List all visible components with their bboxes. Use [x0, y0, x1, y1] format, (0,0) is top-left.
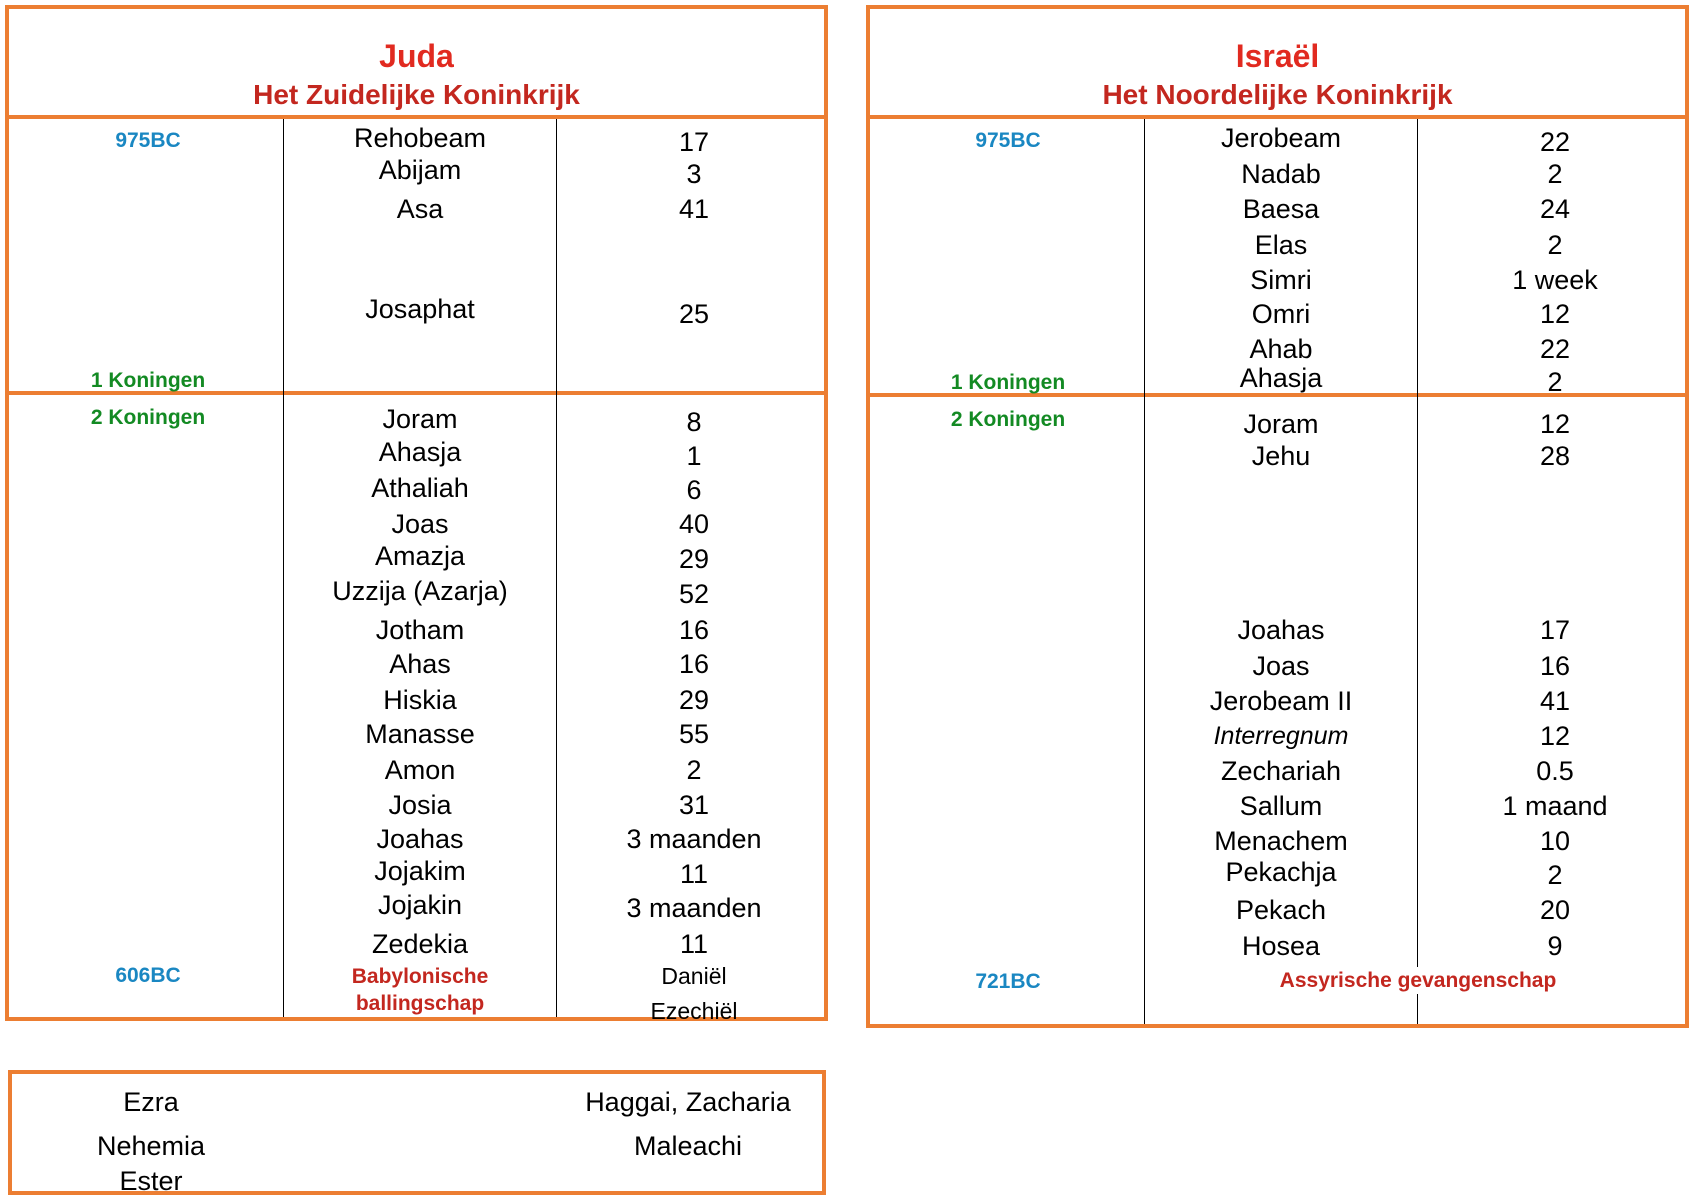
israel-king-name: Pekach: [1235, 895, 1327, 925]
israel-king-name: Joas: [1252, 651, 1310, 681]
israel-king-name: Jerobeam II: [1209, 686, 1353, 716]
israel-king-name: Jehu: [1251, 441, 1311, 471]
juda-king-name: Josia: [388, 790, 452, 820]
israel-king-name: Simri: [1250, 265, 1312, 295]
israel-king-name: Jerobeam: [1220, 123, 1342, 153]
israel-reign-years: 22: [1539, 127, 1571, 157]
juda-reign-years: 3: [686, 159, 702, 189]
juda-king-name: Rehobeam: [353, 123, 487, 153]
juda-king-name: Amon: [384, 755, 456, 785]
israel-reign-years: 20: [1539, 895, 1571, 925]
juda-king-name: Hiskia: [383, 685, 457, 715]
israel-reign-years: 2: [1547, 860, 1563, 890]
juda-book-2-koningen: 2 Koningen: [90, 406, 206, 429]
juda-king-name: Joahas: [376, 824, 464, 854]
juda-exile-line-1: Babylonische: [351, 965, 489, 988]
israel-column-line-1: [1144, 119, 1145, 1024]
juda-reign-years: 11: [679, 859, 709, 889]
israel-reign-years: 9: [1547, 931, 1563, 961]
juda-reign-years: 55: [678, 719, 710, 749]
israel-king-name: Joahas: [1237, 615, 1325, 645]
israel-column-line-2: [1417, 119, 1418, 1024]
post-exile-books-panel: [8, 1070, 826, 1195]
israel-king-name: Ahasja: [1239, 363, 1323, 393]
israel-title: Israël: [1235, 38, 1320, 74]
juda-reign-years: 2: [686, 755, 702, 785]
israel-king-name: Interregnum: [1213, 722, 1349, 750]
israel-king-name: Menachem: [1214, 826, 1348, 856]
juda-king-name: Uzzija (Azarja): [332, 576, 508, 606]
book-ezra: Ezra: [123, 1087, 179, 1117]
israel-reign-years: 12: [1539, 299, 1571, 329]
israel-king-name: Baesa: [1242, 194, 1320, 224]
juda-king-name: Jojakim: [374, 856, 466, 886]
israel-reign-years: 16: [1539, 651, 1571, 681]
israel-reign-years: 2: [1547, 230, 1563, 260]
israel-date-end: 721BC: [975, 970, 1041, 993]
israel-king-name: Pekachja: [1225, 857, 1337, 887]
juda-reign-years: 8: [686, 407, 702, 437]
israel-king-name: Elas: [1254, 230, 1308, 260]
juda-exile-line-2: ballingschap: [355, 992, 485, 1015]
israel-reign-years: 22: [1539, 334, 1571, 364]
juda-header: [9, 9, 824, 119]
juda-prophet-daniel: Daniël: [661, 963, 727, 989]
juda-reign-years: 17: [678, 127, 710, 157]
juda-reign-years: 52: [678, 579, 710, 609]
juda-king-name: Athaliah: [371, 473, 469, 503]
juda-subtitle: Het Zuidelijke Koninkrijk: [253, 79, 580, 110]
juda-king-name: Manasse: [365, 719, 475, 749]
israel-king-name: Zechariah: [1220, 756, 1342, 786]
juda-reign-years: 16: [678, 615, 710, 645]
juda-reign-years: 29: [678, 685, 710, 715]
juda-king-name: Jotham: [375, 615, 465, 645]
juda-panel: [5, 5, 828, 1024]
juda-king-name: Zedekia: [371, 929, 469, 959]
juda-king-name: Jojakin: [377, 890, 463, 920]
juda-king-name: Asa: [396, 194, 444, 224]
juda-reign-years: 31: [678, 790, 710, 820]
israel-reign-years: 2: [1547, 159, 1563, 189]
juda-date-start: 975BC: [115, 129, 181, 152]
israel-king-name: Joram: [1243, 409, 1319, 439]
israel-king-name: Nadab: [1241, 159, 1321, 189]
juda-king-name: Ahas: [389, 649, 451, 679]
juda-king-name: Josaphat: [365, 294, 475, 324]
israel-reign-years: 10: [1539, 826, 1571, 856]
juda-king-name: Joram: [382, 404, 458, 434]
book-ester: Ester: [119, 1166, 183, 1196]
israel-reign-years: 12: [1539, 721, 1571, 751]
israel-reign-years: 17: [1539, 615, 1571, 645]
israel-reign-years: 24: [1539, 194, 1571, 224]
israel-date-start: 975BC: [975, 129, 1041, 152]
juda-reign-years: 29: [678, 544, 710, 574]
juda-reign-years: 1: [686, 441, 702, 471]
juda-column-line-2: [556, 119, 557, 1017]
israel-reign-years: 1 week: [1512, 265, 1598, 295]
israel-king-name: Hosea: [1241, 931, 1321, 961]
israel-reign-years: 12: [1539, 409, 1571, 439]
juda-title: Juda: [379, 38, 454, 74]
juda-column-line-1: [283, 119, 284, 1017]
israel-panel: [866, 5, 1689, 1028]
juda-king-name: Amazja: [374, 541, 466, 571]
juda-reign-years: 6: [686, 475, 702, 505]
book-maleachi: Maleachi: [633, 1131, 743, 1161]
juda-reign-years: 40: [678, 509, 710, 539]
israel-king-name: Omri: [1251, 299, 1311, 329]
israel-reign-years: 28: [1539, 441, 1571, 471]
juda-reign-years: 3 maanden: [626, 893, 762, 923]
juda-reign-years: 11: [679, 929, 709, 959]
israel-reign-years: 41: [1539, 686, 1571, 716]
israel-exile-label: Assyrische gevangenschap: [1276, 967, 1561, 994]
juda-reign-years: 3 maanden: [626, 824, 762, 854]
israel-book-2-koningen: 2 Koningen: [950, 408, 1066, 431]
israel-subtitle: Het Noordelijke Koninkrijk: [1102, 79, 1453, 110]
israel-header: [870, 9, 1685, 119]
juda-date-end: 606BC: [115, 964, 181, 987]
israel-reign-years: 1 maand: [1502, 791, 1608, 821]
israel-reign-years: 2: [1547, 367, 1563, 397]
israel-book-1-koningen: 1 Koningen: [950, 371, 1066, 394]
juda-king-name: Joas: [391, 509, 449, 539]
juda-reign-years: 41: [678, 194, 710, 224]
israel-king-name: Sallum: [1239, 791, 1323, 821]
juda-reign-years: 16: [678, 649, 710, 679]
juda-prophet-ezechiel: Ezechiël: [650, 998, 738, 1024]
juda-book-1-koningen: 1 Koningen: [90, 369, 206, 392]
juda-king-name: Ahasja: [378, 437, 462, 467]
book-haggai-zacharia: Haggai, Zacharia: [585, 1087, 791, 1117]
israel-king-name: Ahab: [1249, 334, 1313, 364]
book-nehemia: Nehemia: [96, 1131, 206, 1161]
juda-reign-years: 25: [678, 299, 710, 329]
juda-king-name: Abijam: [378, 155, 462, 185]
israel-reign-years: 0.5: [1536, 756, 1574, 786]
